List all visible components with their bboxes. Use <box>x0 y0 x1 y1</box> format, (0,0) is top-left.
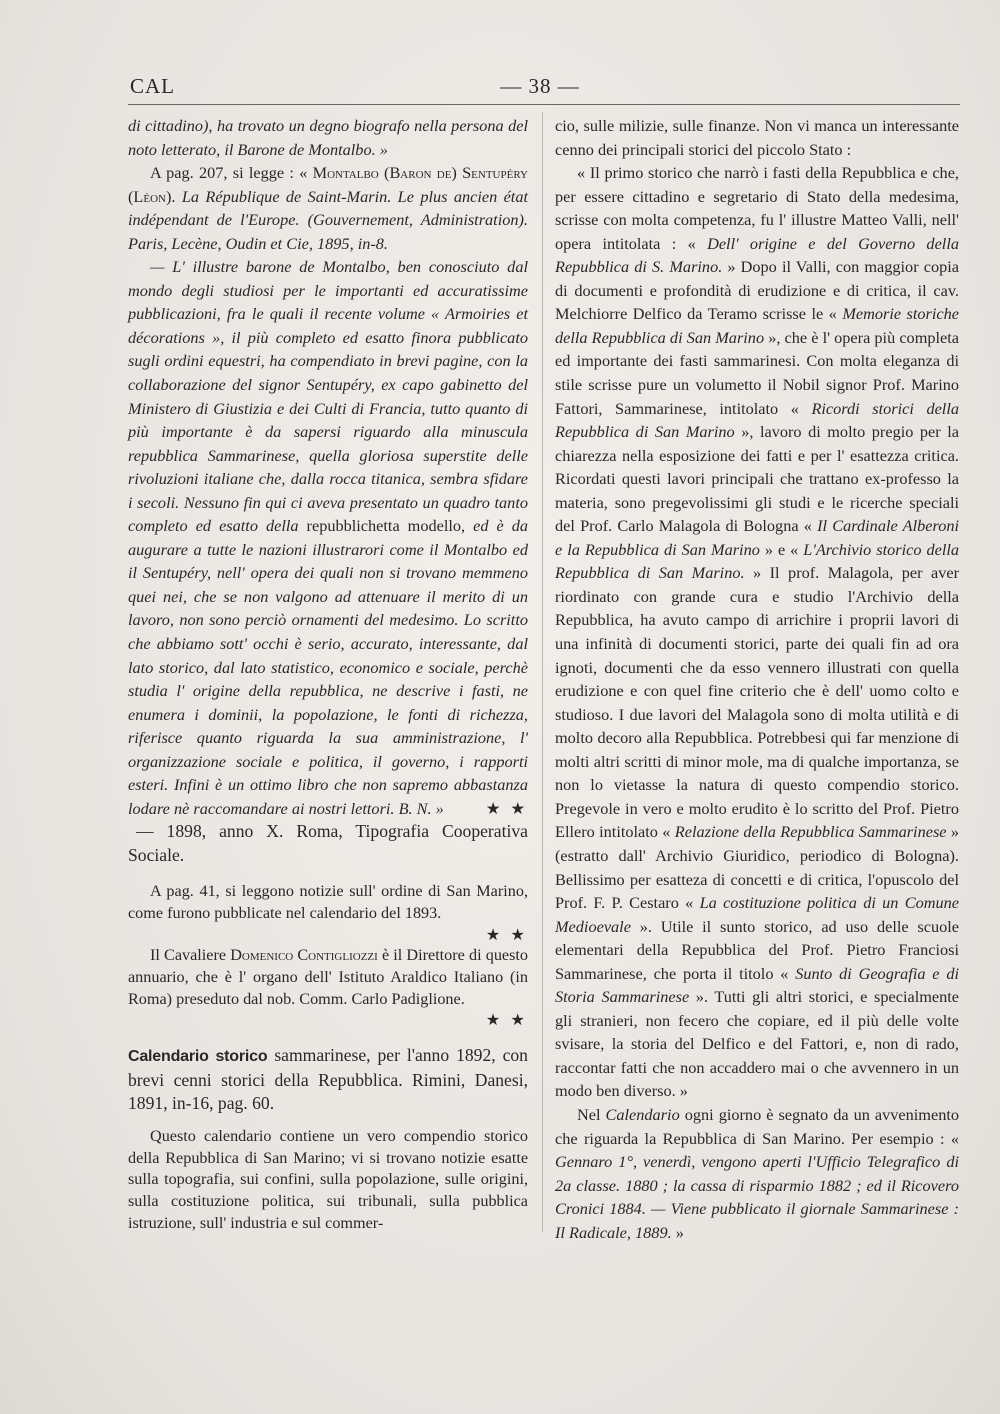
text-run: » Dopo il Valli, con maggior copia di documenti e profondità di erudizione e di critica, il cav. Melchiorre Delfico da Teramo scrisse le « <box>555 257 959 324</box>
left-paragraph <box>128 161 528 255</box>
text-run: Nel <box>577 1104 606 1124</box>
text-run: » e « <box>759 539 804 559</box>
entry-body <box>128 1126 528 1235</box>
text-run: », lavoro di molto pregio per la chiarezza nella esposizione dei fatti e per l' esattezza critica. Ricordati questi lavori principali che trattano ex-professo la materia, sono pregevolissimi gli studi e le ricerche speciali del Prof. Carlo Malagola di Bologna « <box>555 422 959 536</box>
header-rule <box>128 104 960 105</box>
text-run: » <box>671 1222 684 1242</box>
work-title: Memorie storiche della Repubblica di San Marino <box>555 304 960 347</box>
entry-heading: — 1898, anno X. Roma, Tipografia Cooperativa Sociale. <box>128 821 528 865</box>
entry-heading <box>128 1044 528 1116</box>
review-text: — L' illustre barone de Montalbo, ben conosciuto dal mondo degli studiosi per le importanti ed accuratissime pubblicazioni, fra le quali il recente volume « Armoiries et décorations », il più completo ed esatto finora pubblicato sugli ordini equestri, ha compendiato in brevi pagine, con la collaborazione del signor Sentupéry, ex capo gabinetto del Ministero di Giustizia e dei Culti di Francia, tutto quanto di più importante è da sapersi riguardo alla minuscula repubblica Sammarinese, quella gloriosa superstite delle rivoluzioni italiane che, dalla rocca titanica, sembra sfidare i secoli. Nessuno fin qui ci aveva presentato un quadro tanto completo ed esatto della <box>128 257 528 536</box>
text-run: Il Cavaliere <box>150 946 231 964</box>
left-paragraph <box>128 945 528 1010</box>
text-run: repubblichetta modello, <box>298 516 474 536</box>
left-column <box>128 114 528 1235</box>
left-paragraph: Questo calendario contiene un vero compendio storico della Repubblica di San Marino; vi si trovano notizie esatte sulla topografia, sui confini, sulla popolazione, sulle origini, sulla costituzione politica, sui tribunali, sulla pubblica istruzione, sull' industria e sul commer- <box>128 1126 528 1233</box>
column-divider <box>542 112 543 1232</box>
stars-ornament: ★ ★ <box>485 798 528 818</box>
entry-body <box>128 881 528 1030</box>
text-run: » Il prof. Malagola, per aver riordinato con grande cura e studio l'Archivio della Repubblica, ha avuto campo di arrichire i proprii lavori di una infinità di documenti storici, parte dei quali fin ad ora ignoti, documenti che da esso vennero illustrati con quella erudizione e con quel fine criterio che è dell' uomo colto e studioso. I due lavori del Malagola sono di molta utilità e di molto decoro alla Repubblica. Potrebbesi qui far menzione di molti altri scritti di minor mole, ma di qualche importanza, se non lo vietasse la natura di questo compendio storico. Pregevole in vero e molto erudito è lo scritto del Prof. Pietro Ellero intitolato « <box>555 563 960 842</box>
text-run: » (estratto dall' Archivio Giuridico, periodico di Bologna). Bellissimo per esatteza di concetti e di critica, l'opuscolo del Prof. F. P. Cestaro « <box>555 822 960 913</box>
right-paragraph <box>555 1103 959 1244</box>
text-run: », che è l' opera più completa ed importante dei fasti sammarinesi. Con molta eleganza di stile scrisse pure un volumetto il Nobil signor Prof. Marino Fattori, Sammarinese, intitolato « <box>555 327 959 418</box>
text-run: A pag. 207, si legge : « <box>150 163 313 183</box>
work-title: Sunto di Geografia e di Storia Sammarinese <box>555 963 960 1007</box>
text-run: . <box>171 186 182 206</box>
right-paragraph <box>555 161 959 1103</box>
running-head <box>120 72 960 102</box>
work-title: Il Cardinale Alberoni e la Repubblica di San Marino <box>555 516 960 559</box>
section-title: CAL <box>130 74 175 98</box>
entry-title-bold: Calendario storico <box>128 1048 268 1066</box>
author-name: Montalbo (Baron de) Sentupéry (Léon) <box>128 163 528 206</box>
page-number: — 38 — <box>500 74 580 98</box>
person-name: Domenico Contigliozzi <box>230 946 378 964</box>
left-paragraph <box>128 255 528 820</box>
text-run: ». Utile il sunto storico, ad uso delle scuole elementari della Repubblica del Prof. Pietro Franciosi Sammarinese, che porta il titolo « <box>555 916 959 983</box>
text-run: ». Tutti gli altri storici, e specialmente gli stranieri, non fecero che copiare, ed il più delle volte svisare, la storia del Delfico e del Fattori, e, non di rado, raccontar fatti che non accaddero mai o che avvennero in un modo ben diverso. » <box>555 987 959 1101</box>
review-text-tail: ed è da augurare a tutte le nazioni illustrarori come il Montalbo ed il Sentupéry, nell' opera dei quali non si trovano memmeno quei nei, che se non valgono ad attenuare il merito di un lavoro, non sono perciò ornamenti del medesimo. Lo scritto che abbiamo sott' occhi è serio, accurato, interessante, dal lato storico, dal lato statistico, economico e sociale, perchè studia l' origine della repubblica, ne descrive i fasti, ne enumera i dominii, la popolazione, le fonti di richezza, riferisce quanto riguarda la sua amministrazione, l' organizzazione sociale e politica, il governo, i rapporti esteri. Infini è un ottimo libro che non sapremo abbastanza lodare nè raccomandare ai nostri lettori. B. N. » <box>128 516 529 818</box>
text-run: sammarinese, per l'anno 1892, con brevi cenni storici della Repubblica. Rimini, Danesi, 1891, in-16, pag. 60. <box>128 1045 528 1114</box>
quote-continuation: di cittadino), ha trovato un degno biografo nella persona del noto letterato, il Barone de Montalbo. » <box>128 116 528 159</box>
right-column <box>555 114 959 1244</box>
calendar-excerpt: Gennaro 1°, venerdì, vengono aperti l'Ufficio Telegrafico di 2a classe. 1880 ; la cassa di risparmio 1882 ; ed il Ricovero Cronici 1884. — Viene pubblicato il giornale Sammarinese : Il Radicale, 1889. <box>555 1152 959 1242</box>
work-title: La costituzione politica di un Comune Medioevale <box>555 893 959 936</box>
work-title: L'Archivio storico della Repubblica di San Marino. <box>555 539 960 583</box>
text-run: « Il primo storico che narrò i fasti della Repubblica e che, per essere cittadino e segretario di Stato della medesima, scrisse con molta competenza, fu l' illustre Matteo Valli, nell' opera intitolata : « <box>555 163 959 253</box>
right-paragraph: cio, sulle milizie, sulle finanze. Non vi manca un interessante cenno dei principali storici del piccolo Stato : <box>555 116 959 159</box>
stars-ornament: ★ ★ <box>485 926 528 944</box>
stars-ornament: ★ ★ <box>485 1011 528 1030</box>
work-title: Relazione della Repubblica Sammarinese <box>674 822 947 842</box>
text-run: ogni giorno è segnato da un avvenimento che riguarda la Repubblica di San Marino. Per esempio : « <box>555 1104 959 1148</box>
book-title: La République de Saint-Marin. Le plus ancien état indépendant de l'Europe. (Gouvernement, Administration). Paris, Lecène, Oudin et Cie, 1895, in-8. <box>128 186 528 253</box>
work-title: Dell' origine e del Governo della Repubblica di S. Marino. <box>555 233 959 277</box>
work-title: Ricordi storici della Repubblica di San Marino <box>555 398 959 442</box>
left-paragraph: A pag. 41, si leggono notizie sull' ordine di San Marino, come furono pubblicate nel calendario del 1893. <box>128 882 528 923</box>
work-title: Calendario <box>605 1104 680 1124</box>
left-paragraph <box>128 114 528 161</box>
text-run: è il Direttore di questo annuario, che è l' organo dell' Istituto Araldico Italiano (in Roma) preseduto dal nob. Comm. Carlo Padiglione. <box>128 946 528 1008</box>
